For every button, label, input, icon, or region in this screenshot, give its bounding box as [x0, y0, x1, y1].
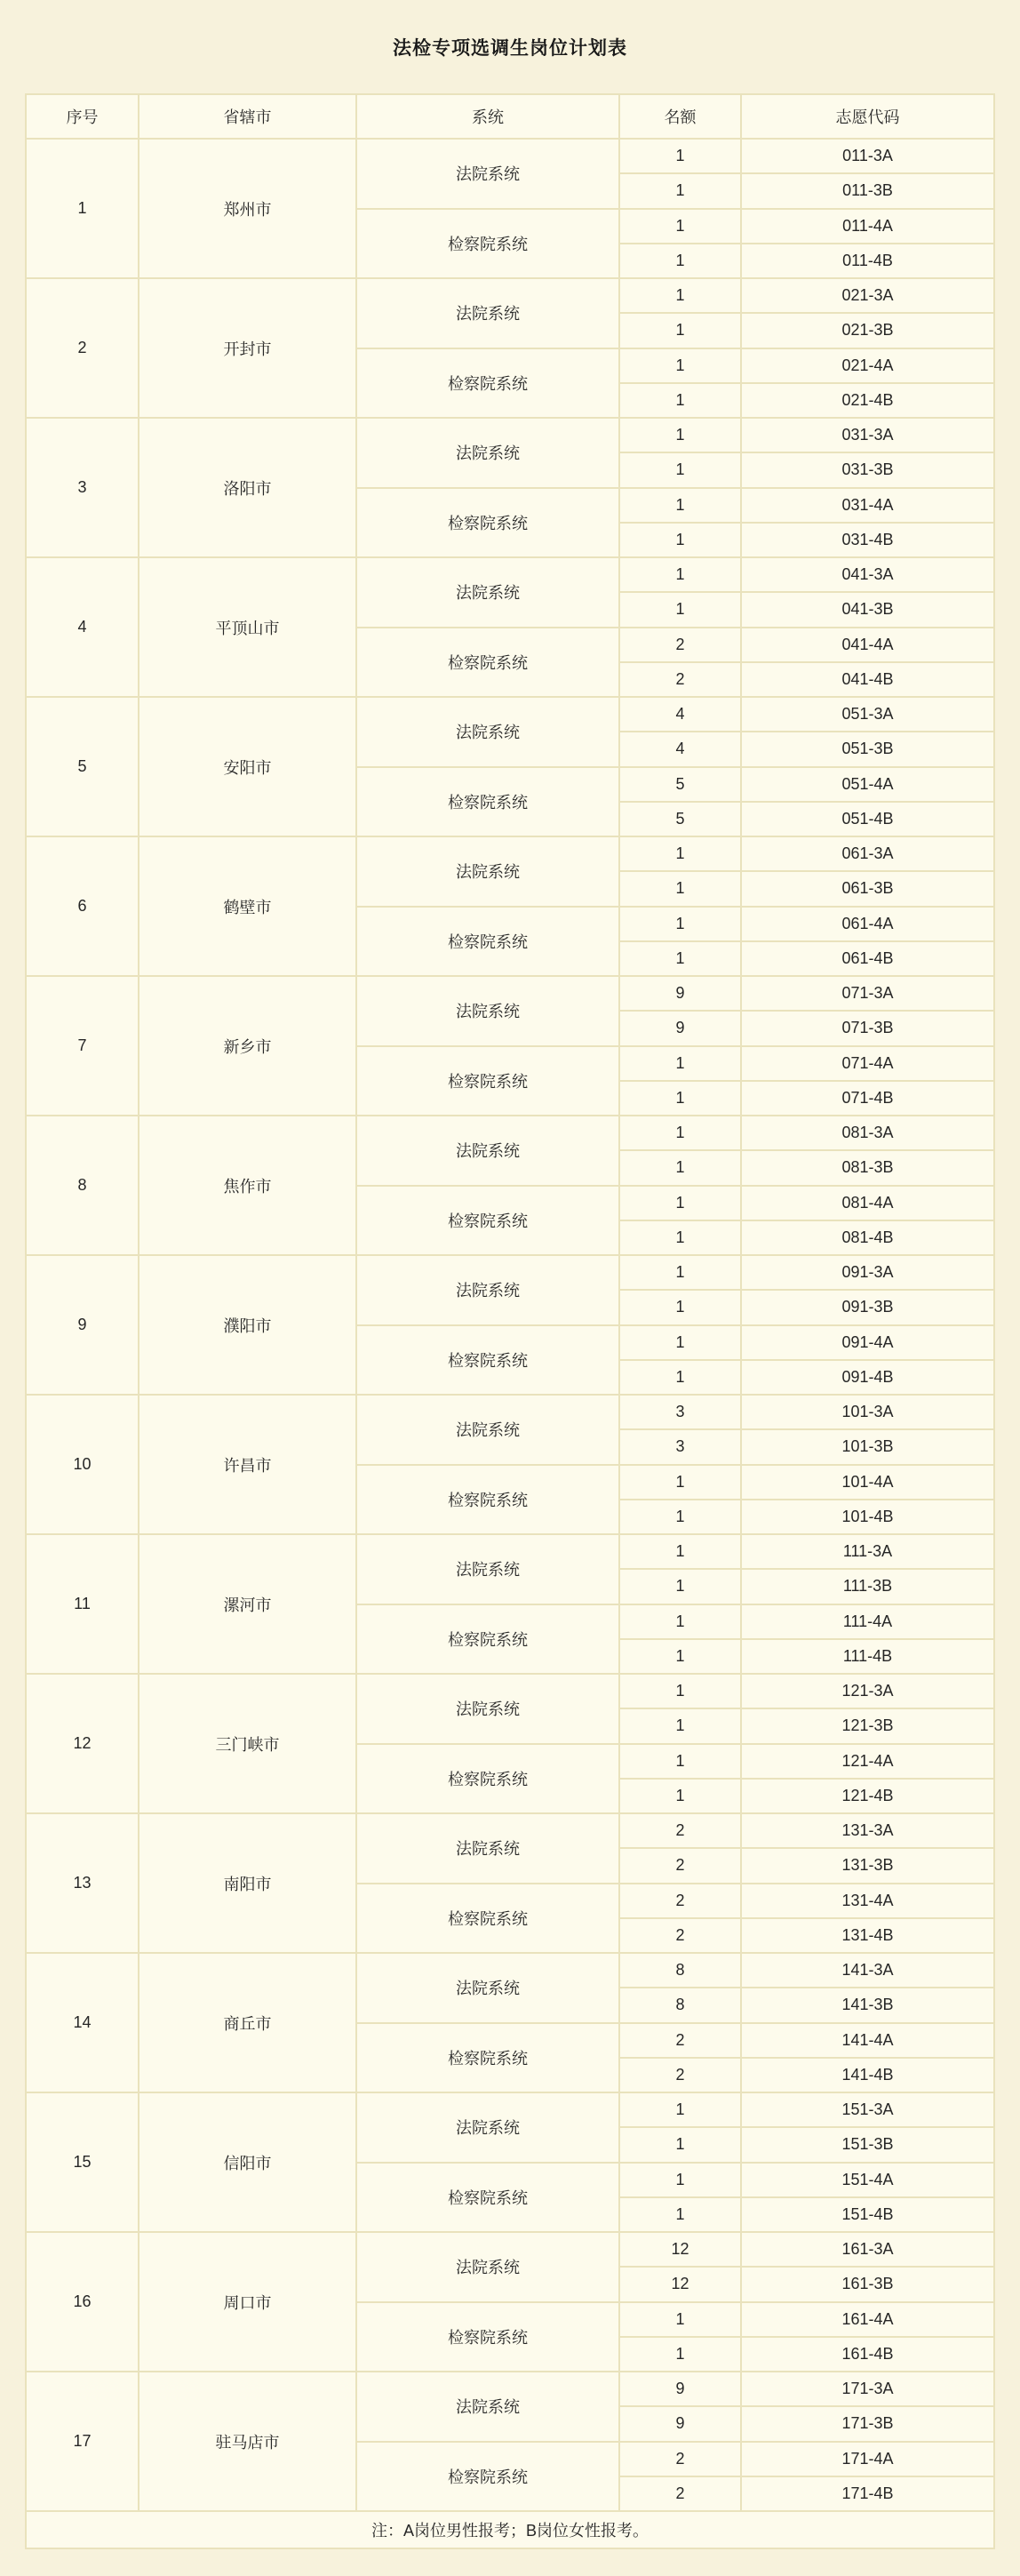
code-cell: 041-3B	[741, 592, 994, 627]
system-cell: 法院系统	[356, 139, 619, 209]
quota-cell: 1	[619, 836, 741, 871]
quota-cell: 1	[619, 871, 741, 906]
system-cell: 检察院系统	[356, 2442, 619, 2512]
code-cell: 041-3A	[741, 557, 994, 592]
code-cell: 151-4A	[741, 2163, 994, 2197]
code-cell: 091-3A	[741, 1255, 994, 1290]
table-row	[26, 976, 994, 1011]
city-cell: 许昌市	[139, 1395, 356, 1534]
quota-cell: 1	[619, 278, 741, 313]
quota-cell: 9	[619, 1011, 741, 1045]
footnote: 注：A岗位男性报考；B岗位女性报考。	[26, 2511, 994, 2548]
quota-cell: 1	[619, 209, 741, 244]
quota-cell: 8	[619, 1953, 741, 1988]
serial-cell: 2	[26, 278, 139, 418]
code-cell: 021-3A	[741, 278, 994, 313]
system-cell: 检察院系统	[356, 1604, 619, 1675]
quota-cell: 4	[619, 697, 741, 732]
system-cell: 检察院系统	[356, 1465, 619, 1535]
col-header-serial: 序号	[26, 94, 139, 139]
quota-cell: 2	[619, 1884, 741, 1918]
serial-cell: 1	[26, 139, 139, 278]
serial-cell: 14	[26, 1953, 139, 2092]
quota-cell: 2	[619, 1848, 741, 1883]
title-bar	[0, 0, 1020, 93]
code-cell: 171-3A	[741, 2372, 994, 2406]
code-cell: 071-3B	[741, 1011, 994, 1045]
code-cell: 091-3B	[741, 1290, 994, 1324]
code-cell: 041-4B	[741, 662, 994, 697]
plan-table-body	[26, 139, 994, 2511]
system-cell: 法院系统	[356, 1813, 619, 1884]
code-cell: 011-3B	[741, 173, 994, 208]
system-cell: 法院系统	[356, 976, 619, 1046]
serial-cell: 15	[26, 2092, 139, 2232]
code-cell: 081-3A	[741, 1116, 994, 1150]
code-cell: 171-4B	[741, 2476, 994, 2511]
quota-cell: 9	[619, 976, 741, 1011]
city-cell: 开封市	[139, 278, 356, 418]
code-cell: 161-4B	[741, 2337, 994, 2372]
system-cell: 检察院系统	[356, 1046, 619, 1116]
city-cell: 商丘市	[139, 1953, 356, 2092]
system-cell: 法院系统	[356, 2092, 619, 2163]
city-cell: 濮阳市	[139, 1255, 356, 1395]
code-cell: 031-4A	[741, 488, 994, 523]
city-cell: 新乡市	[139, 976, 356, 1116]
code-cell: 061-3A	[741, 836, 994, 871]
quota-cell: 1	[619, 1081, 741, 1116]
quota-cell: 9	[619, 2372, 741, 2406]
code-cell: 021-4A	[741, 348, 994, 383]
col-header-quota: 名额	[619, 94, 741, 139]
quota-cell: 1	[619, 1534, 741, 1569]
quota-cell: 4	[619, 732, 741, 766]
code-cell: 101-3B	[741, 1429, 994, 1464]
code-cell: 171-4A	[741, 2442, 994, 2476]
table-row	[26, 2232, 994, 2267]
code-cell: 041-4A	[741, 628, 994, 662]
quota-cell: 1	[619, 1150, 741, 1185]
system-cell: 检察院系统	[356, 767, 619, 837]
quota-cell: 9	[619, 2406, 741, 2441]
system-cell: 法院系统	[356, 418, 619, 488]
header-row	[26, 94, 994, 139]
system-cell: 检察院系统	[356, 2302, 619, 2372]
code-cell: 071-4B	[741, 1081, 994, 1116]
system-cell: 检察院系统	[356, 907, 619, 977]
code-cell: 131-4B	[741, 1918, 994, 1953]
city-cell: 鹤壁市	[139, 836, 356, 976]
code-cell: 131-3B	[741, 1848, 994, 1883]
code-cell: 091-4A	[741, 1325, 994, 1360]
code-cell: 111-3B	[741, 1569, 994, 1604]
city-cell: 漯河市	[139, 1534, 356, 1674]
system-cell: 检察院系统	[356, 1186, 619, 1256]
city-cell: 洛阳市	[139, 418, 356, 557]
code-cell: 021-3B	[741, 313, 994, 348]
code-cell: 151-3A	[741, 2092, 994, 2127]
system-cell: 检察院系统	[356, 348, 619, 419]
quota-cell: 1	[619, 1116, 741, 1150]
serial-cell: 11	[26, 1534, 139, 1674]
code-cell: 031-3A	[741, 418, 994, 452]
quota-cell: 1	[619, 2092, 741, 2127]
quota-cell: 1	[619, 1220, 741, 1255]
col-header-code: 志愿代码	[741, 94, 994, 139]
quota-cell: 1	[619, 1255, 741, 1290]
city-cell: 郑州市	[139, 139, 356, 278]
quota-cell: 1	[619, 1325, 741, 1360]
code-cell: 091-4B	[741, 1360, 994, 1395]
code-cell: 151-3B	[741, 2127, 994, 2162]
plan-table	[25, 93, 995, 2549]
city-cell: 驻马店市	[139, 2372, 356, 2511]
quota-cell: 1	[619, 488, 741, 523]
plan-table-footer	[26, 2511, 994, 2548]
code-cell: 141-3B	[741, 1988, 994, 2022]
table-row	[26, 418, 994, 452]
system-cell: 法院系统	[356, 697, 619, 767]
quota-cell: 2	[619, 1813, 741, 1848]
quota-cell: 2	[619, 2058, 741, 2092]
code-cell: 101-4A	[741, 1465, 994, 1500]
quota-cell: 1	[619, 1360, 741, 1395]
city-cell: 焦作市	[139, 1116, 356, 1255]
serial-cell: 3	[26, 418, 139, 557]
code-cell: 111-4B	[741, 1639, 994, 1674]
code-cell: 011-3A	[741, 139, 994, 173]
table-row	[26, 836, 994, 871]
quota-cell: 1	[619, 1674, 741, 1708]
serial-cell: 9	[26, 1255, 139, 1395]
system-cell: 法院系统	[356, 1395, 619, 1465]
quota-cell: 1	[619, 1744, 741, 1779]
table-row	[26, 2092, 994, 2127]
col-header-city: 省辖市	[139, 94, 356, 139]
code-cell: 071-4A	[741, 1046, 994, 1081]
system-cell: 法院系统	[356, 1255, 619, 1325]
system-cell: 检察院系统	[356, 209, 619, 279]
code-cell: 141-3A	[741, 1953, 994, 1988]
city-cell: 南阳市	[139, 1813, 356, 1953]
table-row	[26, 1255, 994, 1290]
quota-cell: 1	[619, 244, 741, 278]
quota-cell: 3	[619, 1395, 741, 1429]
code-cell: 101-4B	[741, 1500, 994, 1534]
quota-cell: 5	[619, 767, 741, 802]
quota-cell: 8	[619, 1988, 741, 2022]
quota-cell: 1	[619, 1569, 741, 1604]
quota-cell: 1	[619, 348, 741, 383]
serial-cell: 7	[26, 976, 139, 1116]
code-cell: 121-4B	[741, 1779, 994, 1813]
col-header-system: 系统	[356, 94, 619, 139]
table-row	[26, 1674, 994, 1708]
code-cell: 131-3A	[741, 1813, 994, 1848]
code-cell: 071-3A	[741, 976, 994, 1011]
code-cell: 051-3B	[741, 732, 994, 766]
code-cell: 031-4B	[741, 523, 994, 557]
serial-cell: 6	[26, 836, 139, 976]
serial-cell: 12	[26, 1674, 139, 1813]
code-cell: 031-3B	[741, 452, 994, 487]
quota-cell: 1	[619, 452, 741, 487]
code-cell: 061-3B	[741, 871, 994, 906]
system-cell: 检察院系统	[356, 1884, 619, 1954]
table-row	[26, 1395, 994, 1429]
system-cell: 法院系统	[356, 557, 619, 628]
plan-table-header	[26, 94, 994, 139]
quota-cell: 1	[619, 1639, 741, 1674]
system-cell: 法院系统	[356, 1534, 619, 1604]
table-row	[26, 1534, 994, 1569]
quota-cell: 1	[619, 523, 741, 557]
quota-cell: 1	[619, 941, 741, 976]
page-title: 法检专项选调生岗位计划表	[393, 37, 627, 59]
code-cell: 101-3A	[741, 1395, 994, 1429]
code-cell: 121-4A	[741, 1744, 994, 1779]
quota-cell: 1	[619, 1290, 741, 1324]
table-row	[26, 557, 994, 592]
quota-cell: 1	[619, 2337, 741, 2372]
quota-cell: 12	[619, 2232, 741, 2267]
code-cell: 171-3B	[741, 2406, 994, 2441]
code-cell: 081-4A	[741, 1186, 994, 1220]
system-cell: 法院系统	[356, 1674, 619, 1744]
city-cell: 三门峡市	[139, 1674, 356, 1813]
code-cell: 161-3B	[741, 2267, 994, 2301]
quota-cell: 2	[619, 2476, 741, 2511]
code-cell: 051-3A	[741, 697, 994, 732]
quota-cell: 2	[619, 2023, 741, 2058]
code-cell: 161-4A	[741, 2302, 994, 2337]
quota-cell: 2	[619, 662, 741, 697]
serial-cell: 8	[26, 1116, 139, 1255]
system-cell: 法院系统	[356, 1116, 619, 1186]
code-cell: 151-4B	[741, 2197, 994, 2232]
system-cell: 检察院系统	[356, 488, 619, 558]
system-cell: 检察院系统	[356, 2023, 619, 2093]
quota-cell: 1	[619, 383, 741, 418]
code-cell: 081-3B	[741, 1150, 994, 1185]
table-row	[26, 1813, 994, 1848]
serial-cell: 5	[26, 697, 139, 836]
system-cell: 检察院系统	[356, 1325, 619, 1396]
system-cell: 法院系统	[356, 2232, 619, 2302]
system-cell: 法院系统	[356, 278, 619, 348]
table-row	[26, 1953, 994, 1988]
code-cell: 081-4B	[741, 1220, 994, 1255]
table-row	[26, 1116, 994, 1150]
system-cell: 法院系统	[356, 2372, 619, 2442]
quota-cell: 1	[619, 1046, 741, 1081]
quota-cell: 1	[619, 173, 741, 208]
quota-cell: 1	[619, 139, 741, 173]
quota-cell: 1	[619, 1500, 741, 1534]
serial-cell: 13	[26, 1813, 139, 1953]
code-cell: 141-4A	[741, 2023, 994, 2058]
serial-cell: 4	[26, 557, 139, 697]
quota-cell: 1	[619, 2302, 741, 2337]
quota-cell: 1	[619, 418, 741, 452]
serial-cell: 16	[26, 2232, 139, 2372]
quota-cell: 1	[619, 1708, 741, 1743]
code-cell: 061-4A	[741, 907, 994, 941]
code-cell: 011-4A	[741, 209, 994, 244]
code-cell: 111-3A	[741, 1534, 994, 1569]
quota-cell: 3	[619, 1429, 741, 1464]
quota-cell: 1	[619, 313, 741, 348]
serial-cell: 10	[26, 1395, 139, 1534]
quota-cell: 2	[619, 1918, 741, 1953]
code-cell: 021-4B	[741, 383, 994, 418]
footnote-row	[26, 2511, 994, 2548]
table-row	[26, 139, 994, 173]
code-cell: 051-4B	[741, 802, 994, 836]
code-cell: 141-4B	[741, 2058, 994, 2092]
serial-cell: 17	[26, 2372, 139, 2511]
system-cell: 检察院系统	[356, 628, 619, 698]
quota-cell: 1	[619, 557, 741, 592]
quota-cell: 1	[619, 1604, 741, 1639]
quota-cell: 1	[619, 592, 741, 627]
system-cell: 检察院系统	[356, 2163, 619, 2233]
quota-cell: 12	[619, 2267, 741, 2301]
table-row	[26, 2372, 994, 2406]
code-cell: 111-4A	[741, 1604, 994, 1639]
quota-cell: 1	[619, 907, 741, 941]
system-cell: 法院系统	[356, 1953, 619, 2023]
code-cell: 121-3A	[741, 1674, 994, 1708]
system-cell: 法院系统	[356, 836, 619, 907]
code-cell: 161-3A	[741, 2232, 994, 2267]
quota-cell: 1	[619, 1465, 741, 1500]
quota-cell: 1	[619, 1779, 741, 1813]
code-cell: 131-4A	[741, 1884, 994, 1918]
code-cell: 121-3B	[741, 1708, 994, 1743]
city-cell: 周口市	[139, 2232, 356, 2372]
quota-cell: 1	[619, 2127, 741, 2162]
table-row	[26, 697, 994, 732]
code-cell: 061-4B	[741, 941, 994, 976]
quota-cell: 2	[619, 2442, 741, 2476]
city-cell: 平顶山市	[139, 557, 356, 697]
code-cell: 051-4A	[741, 767, 994, 802]
system-cell: 检察院系统	[356, 1744, 619, 1814]
table-row	[26, 278, 994, 313]
code-cell: 011-4B	[741, 244, 994, 278]
city-cell: 信阳市	[139, 2092, 356, 2232]
quota-cell: 1	[619, 1186, 741, 1220]
quota-cell: 1	[619, 2163, 741, 2197]
quota-cell: 1	[619, 2197, 741, 2232]
quota-cell: 2	[619, 628, 741, 662]
quota-cell: 5	[619, 802, 741, 836]
city-cell: 安阳市	[139, 697, 356, 836]
